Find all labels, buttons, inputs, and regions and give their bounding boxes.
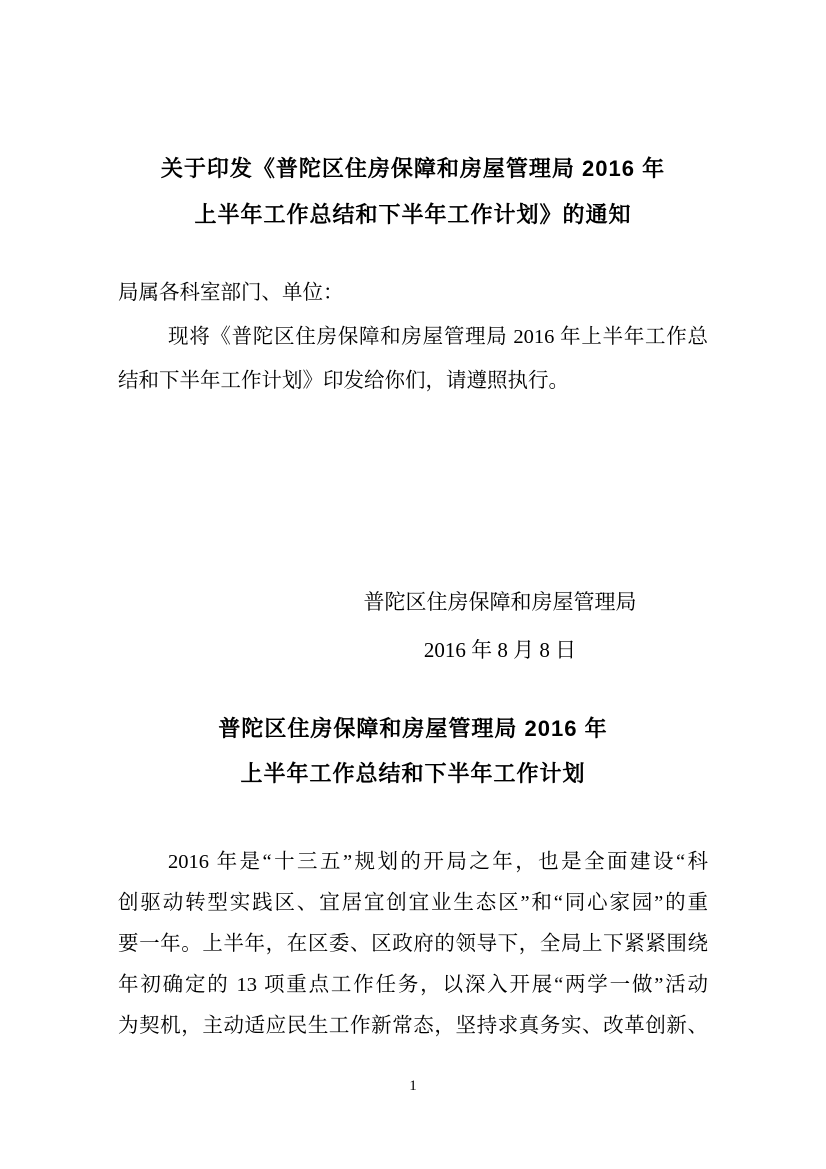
signature-block bbox=[325, 578, 675, 674]
signature-date: 2016 年 8 月 8 日 bbox=[423, 638, 577, 662]
paragraph-line-3: 要一年。上半年，在区委、区政府的领导下，全局上下紧紧围绕 bbox=[118, 933, 708, 955]
paragraph-line-1: 2016 年是“十三五”规划的开局之年，也是全面建设“科 bbox=[168, 851, 708, 873]
notice-title-line-1: 关于印发《普陀区住房保障和房屋管理局 2016 年 bbox=[160, 156, 666, 181]
report-title-line-1: 普陀区住房保障和房屋管理局 2016 年 bbox=[218, 716, 608, 741]
notice-title-line-2: 上半年工作总结和下半年工作计划》的通知 bbox=[194, 202, 632, 227]
paragraph-line-4: 年初确定的 13 项重点工作任务，以深入开展“两学一做”活动 bbox=[118, 974, 708, 996]
notice-body-line-2: 结和下半年工作计划》印发给你们，请遵照执行。 bbox=[118, 370, 569, 392]
report-title-line-2: 上半年工作总结和下半年工作计划 bbox=[240, 761, 586, 786]
signer-name: 普陀区住房保障和房屋管理局 bbox=[363, 590, 637, 614]
page-number: 1 bbox=[409, 1078, 417, 1094]
paragraph-line-5: 为契机，主动适应民生工作新常态，坚持求真务实、改革创新、 bbox=[118, 1015, 708, 1037]
notice-body bbox=[118, 271, 708, 403]
salutation: 局属各科室部门、单位： bbox=[118, 282, 344, 304]
report-title bbox=[118, 706, 708, 796]
notice-title bbox=[118, 146, 708, 238]
paragraph-line-2: 创驱动转型实践区、宜居宜创宜业生态区”和“同心家园”的重 bbox=[118, 892, 708, 914]
report-paragraph bbox=[118, 842, 708, 1047]
notice-body-line-1: 现将《普陀区住房保障和房屋管理局 2016 年上半年工作总 bbox=[168, 326, 708, 348]
